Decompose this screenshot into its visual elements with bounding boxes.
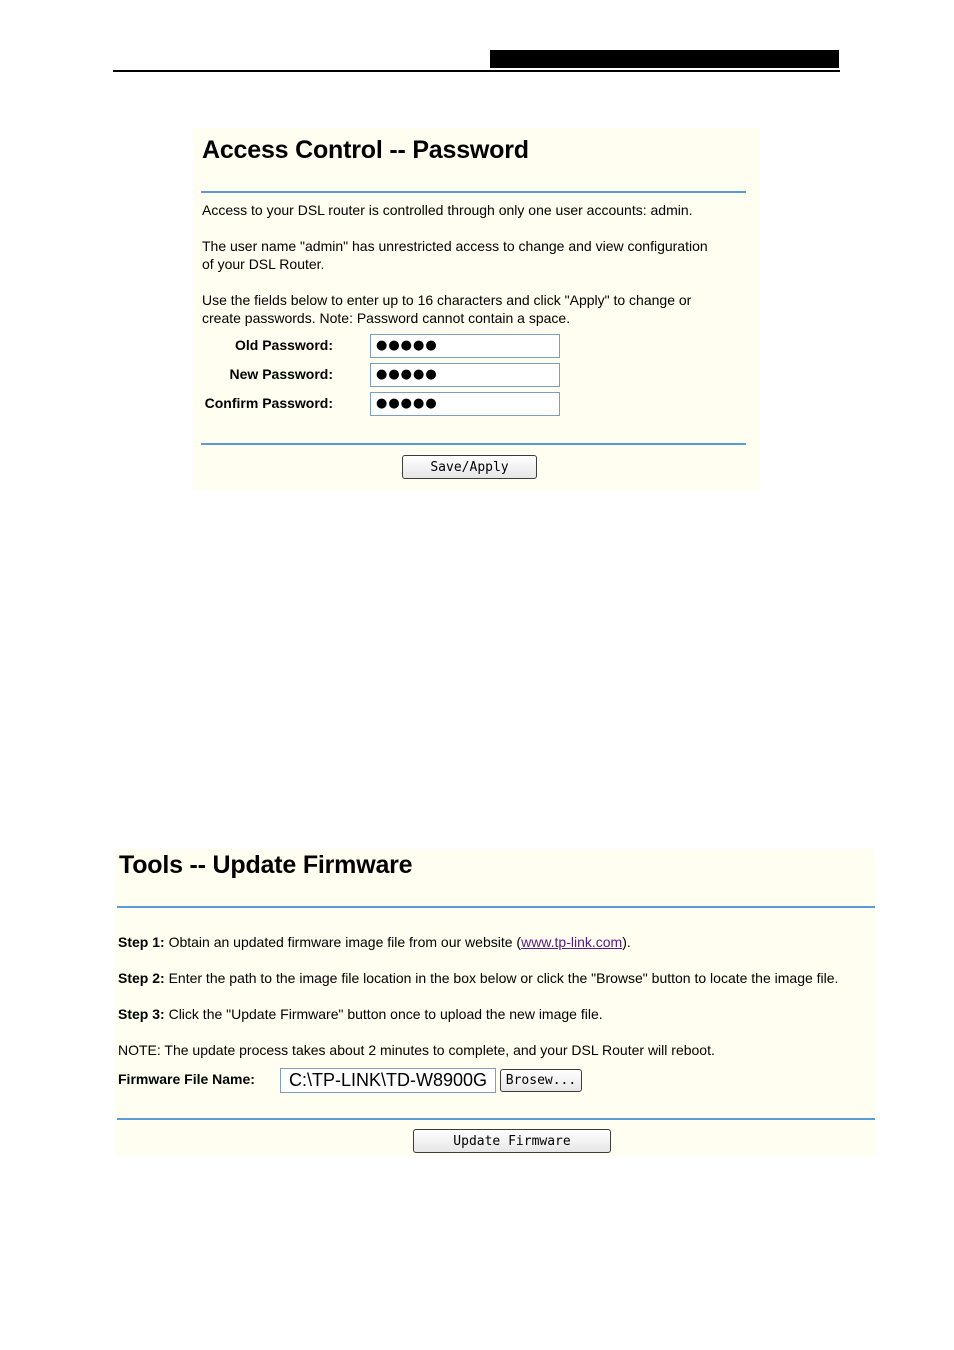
- old-password-input[interactable]: ●●●●●: [370, 334, 560, 358]
- firmware-panel: [115, 849, 875, 1156]
- old-password-label: Old Password:: [234, 337, 333, 353]
- firmware-bottom-divider: [117, 1118, 875, 1120]
- step2-description: Enter the path to the image file location in the box below or click the "Browse" button to locate the image file.: [164, 970, 839, 986]
- header-bar: [490, 50, 839, 68]
- step1-text: [118, 933, 631, 951]
- admin-text-line1: The user name "admin" has unrestricted access to change and view configuration: [202, 238, 708, 254]
- step1-text-after: ).: [622, 934, 631, 950]
- firmware-title: Tools -- Update Firmware: [119, 851, 413, 879]
- step1-text-before: Obtain an updated firmware image file from our website (: [164, 934, 522, 950]
- step1-label: Step 1:: [118, 934, 165, 950]
- new-password-input[interactable]: ●●●●●: [370, 363, 560, 387]
- firmware-top-divider: [117, 906, 875, 908]
- intro-text: Access to your DSL router is controlled through only one user accounts: admin.: [202, 202, 693, 218]
- bottom-divider: [201, 443, 746, 445]
- firmware-file-input[interactable]: C:\TP-LINK\TD-W8900G: [280, 1068, 496, 1093]
- step3-label: Step 3:: [118, 1006, 165, 1022]
- header-rule: [113, 70, 840, 72]
- admin-text-line2: of your DSL Router.: [202, 256, 325, 272]
- step2-text: [118, 969, 838, 987]
- firmware-file-label: Firmware File Name:: [118, 1071, 255, 1087]
- save-apply-button[interactable]: Save/Apply: [402, 455, 537, 479]
- password-panel: [193, 128, 760, 490]
- confirm-password-label: Confirm Password:: [204, 395, 333, 411]
- tp-link-website-link[interactable]: www.tp-link.com: [521, 934, 623, 950]
- step3-description: Click the "Update Firmware" button once to upload the new image file.: [164, 1006, 603, 1022]
- confirm-password-input[interactable]: ●●●●●: [370, 392, 560, 416]
- update-firmware-button[interactable]: Update Firmware: [413, 1129, 611, 1153]
- reboot-note: NOTE: The update process takes about 2 minutes to complete, and your DSL Router will reboot.: [118, 1042, 715, 1058]
- instructions-line2: create passwords. Note: Password cannot contain a space.: [202, 310, 571, 326]
- browse-button[interactable]: Brosew...: [500, 1069, 582, 1092]
- instructions-line1: Use the fields below to enter up to 16 characters and click "Apply" to change or: [202, 292, 692, 308]
- top-divider: [201, 191, 746, 193]
- step3-text: [118, 1005, 603, 1023]
- page-title: Access Control -- Password: [202, 136, 529, 164]
- step2-label: Step 2:: [118, 970, 165, 986]
- new-password-label: New Password:: [229, 366, 333, 382]
